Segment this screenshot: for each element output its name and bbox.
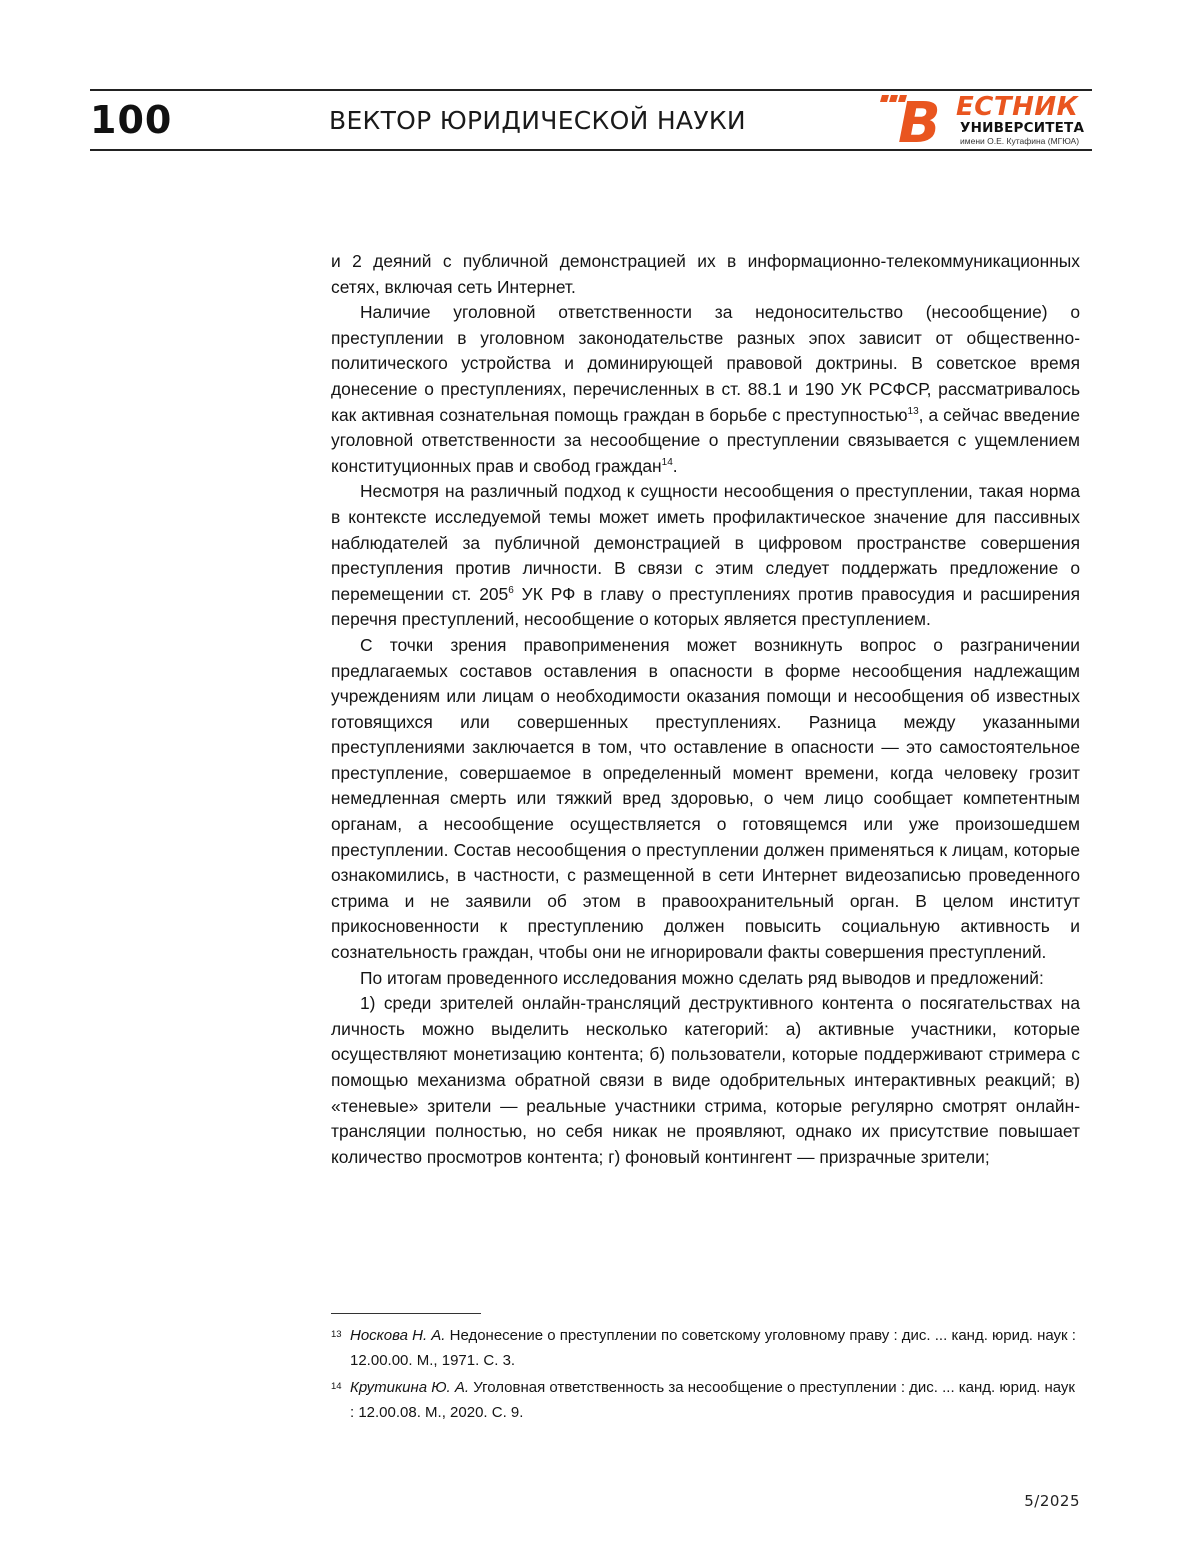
footnote-number: 14 [331, 1374, 342, 1399]
article-body [331, 249, 1080, 1170]
paragraph-4: С точки зрения правоприменения может возникнуть вопрос о разграничении предлагаемых составов оставления в опасности в форме несообщения надлежащим учреждениям или лицам о необходимости оказания помощи и несообщения об известных готовящихся или совершенных преступлениях. Разница между указанными преступлениями заключается в том, что оставление в опасности — это самостоятельное преступление, совершаемое в определенный момент времени, когда человеку грозит немедленная смерть или тяжкий вред здоровью, о чем лицо сообщает компетентным органам, а несообщение осуществляется о готовящемся или уже произошедшем преступлении. Состав несообщения о преступлении должен применяться к лицам, которые ознакомились, в частности, с размещенной в сети Интернет видеозаписью проведенного стрима и не заявили об этом в правоохранительный орган. В целом институт прикосновенности к преступлению должен повысить социальную активность и сознательность граждан, чтобы они не игнорировали факты совершения преступлений. [331, 633, 1080, 966]
footnote-separator [331, 1313, 481, 1314]
svg-text:В: В [898, 92, 941, 148]
footnote-text: Недонесение о преступлении по советскому уголовному праву : дис. ... канд. юрид. наук : 12.00.00. М., 1971. С. 3. [350, 1327, 1076, 1369]
article-superscript: 6 [508, 585, 514, 596]
footnote-text: Уголовная ответственность за несообщение о преступлении : дис. ... канд. юрид. наук : 12.00.08. М., 2020. С. 9. [350, 1379, 1075, 1421]
paragraph-6: 1) среди зрителей онлайн-трансляций деструктивного контента о посягательствах на личность можно выделить несколько категорий: а) активные участники, которые осуществляют монетизацию контента; б) пользователи, которые поддерживают стримера с помощью механизма обратной связи в виде одобрительных интерактивных реакций; в) «теневые» зрители — реальные участники стрима, которые регулярно смотрят онлайн-трансляции полностью, но себя никак не проявляют, однако их присутствие повышает количество просмотров контента; г) фоновый контингент — призрачные зрители; [331, 991, 1080, 1170]
paragraph-3: Несмотря на различный подход к сущности несообщения о преступлении, такая норма в контексте исследуемой темы может иметь профилактическое значение для пассивных наблюдателей за публичной демонстрацией в цифровом пространстве совершения преступления против личности. В связи с этим следует поддержать предложение о перемещении ст. 2056 УК РФ в главу о преступлениях против правосудия и расширения перечня преступлений, несообщение о которых является преступлением. [331, 479, 1080, 633]
footnote-author: Носкова Н. А. [350, 1327, 445, 1344]
footnote-author: Крутикина Ю. А. [350, 1379, 469, 1396]
issue-number: 5/2025 [980, 1492, 1080, 1510]
header-rule-top [90, 89, 1092, 91]
vestnik-logo-mark-icon [880, 92, 960, 148]
paragraph-1: и 2 деяний с публичной демонстрацией их в информационно-телекоммуникационных сетях, включая сеть Интернет. [331, 249, 1080, 300]
page-number: 100 [90, 96, 172, 144]
footnote-13 [331, 1323, 1080, 1373]
paragraph-2: Наличие уголовной ответственности за недоносительство (несообщение) о преступлении в уголовном законодательстве разных эпох зависит от общественно-политического устройства и доминирующей правовой доктрины. В советское время донесение о преступлениях, перечисленных в ст. 88.1 и 190 УК РСФСР, рассматривалось как активная сознательная помощь граждан в борьбе с преступностью13, а сейчас введение уголовной ответственности за несообщение о преступлении связывается с ущемлением конституционных прав и свобод граждан14. [331, 300, 1080, 479]
vestnik-logo [880, 92, 1092, 148]
logo-university: УНИВЕРСИТЕТА [960, 121, 1084, 136]
logo-word: ЕСТНИК [956, 93, 1078, 121]
header-rule-bottom [90, 149, 1092, 151]
footnote-number: 13 [331, 1322, 342, 1347]
logo-named-after: имени О.Е. Кутафина (МГЮА) [960, 136, 1079, 146]
footnote-ref-14[interactable]: 14 [662, 457, 673, 468]
footnote-14 [331, 1375, 1080, 1425]
footnotes [331, 1323, 1080, 1427]
footnote-ref-13[interactable]: 13 [908, 406, 919, 417]
journal-section-title: ВЕКТОР ЮРИДИЧЕСКОЙ НАУКИ [329, 104, 746, 138]
paragraph-5: По итогам проведенного исследования можно сделать ряд выводов и предложений: [331, 966, 1080, 992]
